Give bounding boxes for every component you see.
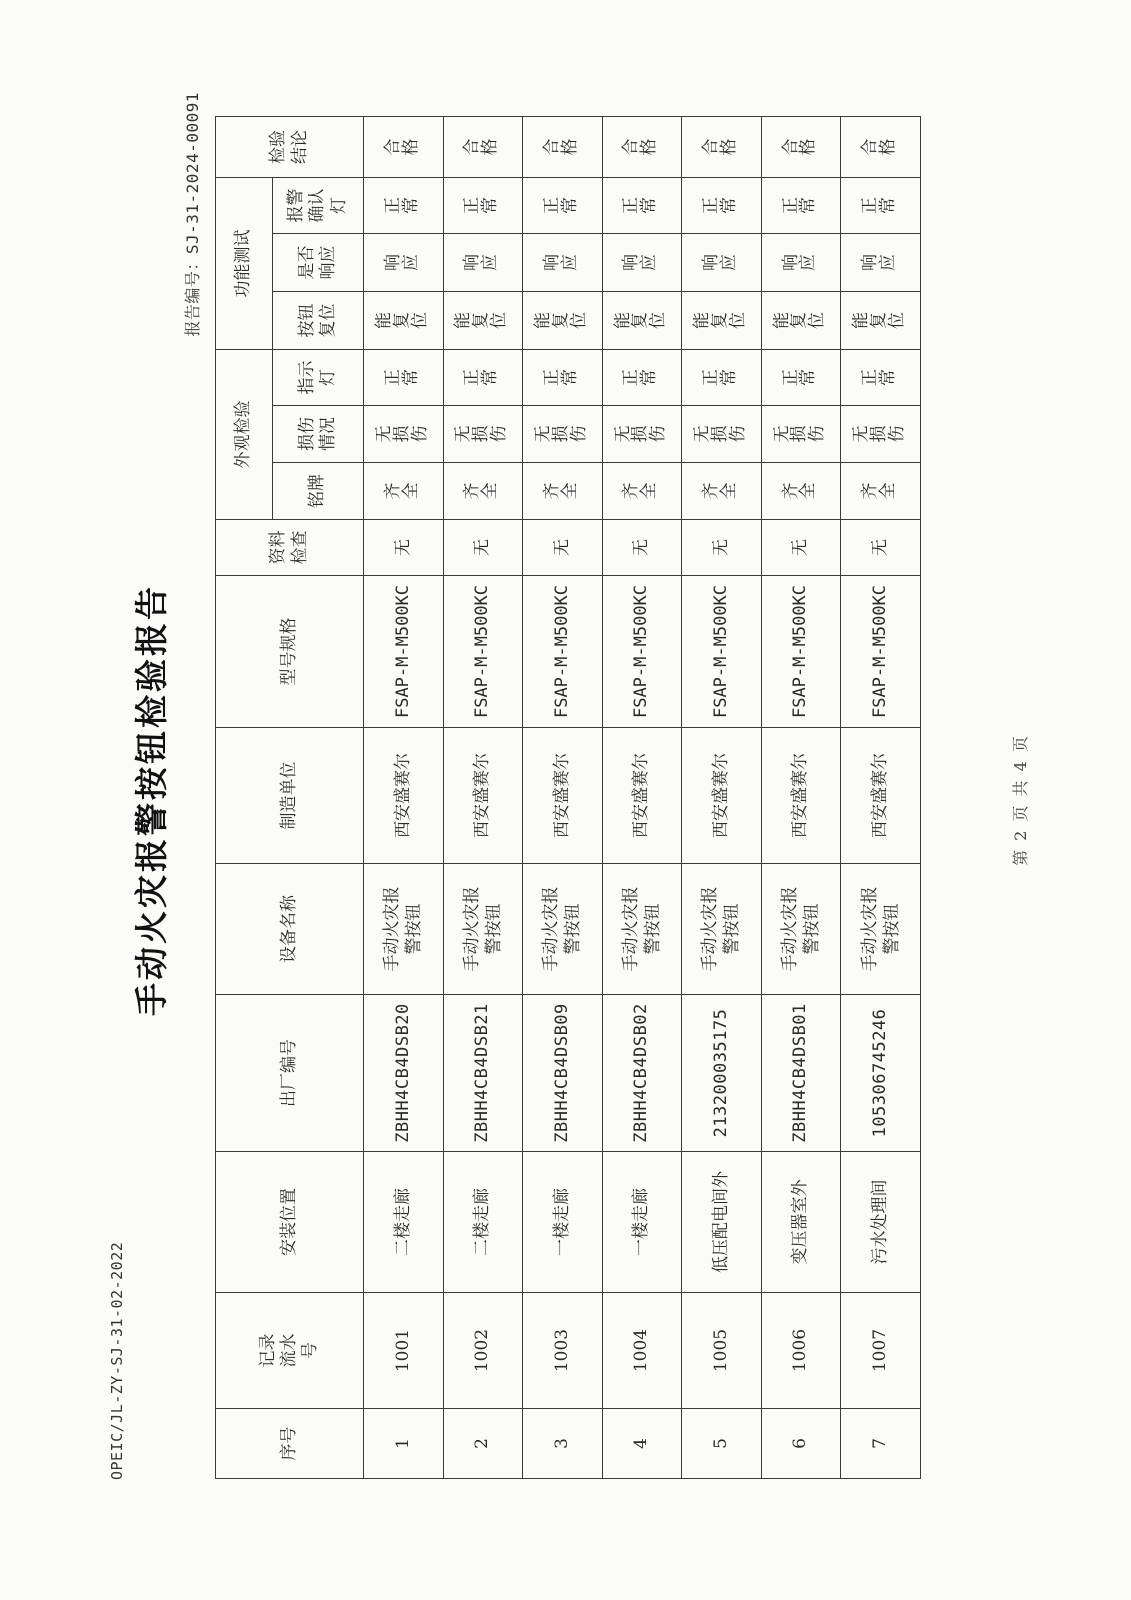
cell-manufacturer: 西安盛赛尔 (602, 728, 682, 864)
cell-doc-check: 无 (841, 520, 921, 576)
cell-alarm-light: 正常 (841, 177, 921, 233)
cell-doc-check: 无 (443, 520, 523, 576)
cell-factory-no: ZBHH4CB4DSB01 (761, 995, 841, 1152)
cell-model: FSAP-M-M500KC (523, 576, 603, 728)
cell-damage: 无损伤 (761, 406, 841, 463)
cell-response: 响应 (602, 233, 682, 291)
cell-damage: 无损伤 (841, 406, 921, 463)
header-factory-no: 出厂编号 (216, 995, 364, 1152)
cell-nameplate: 齐全 (761, 463, 841, 520)
table-row (523, 116, 603, 1478)
cell-device-name: 手动火灾报警按钮 (682, 864, 762, 995)
cell-factory-no: ZBHH4CB4DSB02 (602, 995, 682, 1152)
cell-record-no: 1006 (761, 1293, 841, 1409)
cell-conclusion: 合格 (602, 116, 682, 177)
cell-damage: 无损伤 (602, 406, 682, 463)
header-response: 是否响应 (273, 233, 364, 291)
header-location: 安装位置 (216, 1152, 364, 1293)
cell-response: 响应 (682, 233, 762, 291)
cell-button-reset: 能复位 (682, 291, 762, 349)
cell-model: FSAP-M-M500KC (443, 576, 523, 728)
page-title: 手动火灾报警按钮检验报告 (132, 584, 171, 1016)
cell-conclusion: 合格 (364, 116, 444, 177)
cell-doc-check: 无 (364, 520, 444, 576)
cell-model: FSAP-M-M500KC (364, 576, 444, 728)
header-record-no: 记录流水号 (216, 1293, 364, 1409)
cell-device-name: 手动火灾报警按钮 (523, 864, 603, 995)
cell-damage: 无损伤 (523, 406, 603, 463)
cell-indicator: 正常 (602, 349, 682, 405)
cell-index: 2 (443, 1409, 523, 1479)
table-row (364, 116, 444, 1478)
cell-nameplate: 齐全 (443, 463, 523, 520)
cell-response: 响应 (761, 233, 841, 291)
header-conclusion: 检验结论 (216, 116, 364, 177)
cell-indicator: 正常 (841, 349, 921, 405)
header-model: 型号规格 (216, 576, 364, 728)
cell-alarm-light: 正常 (523, 177, 603, 233)
cell-conclusion: 合格 (761, 116, 841, 177)
cell-nameplate: 齐全 (523, 463, 603, 520)
cell-damage: 无损伤 (364, 406, 444, 463)
cell-index: 5 (682, 1409, 762, 1479)
cell-conclusion: 合格 (523, 116, 603, 177)
cell-index: 4 (602, 1409, 682, 1479)
cell-factory-no: ZBHH4CB4DSB20 (364, 995, 444, 1152)
cell-button-reset: 能复位 (364, 291, 444, 349)
cell-alarm-light: 正常 (364, 177, 444, 233)
cell-location: 一楼走廊 (523, 1152, 603, 1293)
cell-conclusion: 合格 (443, 116, 523, 177)
cell-response: 响应 (523, 233, 603, 291)
table-row (602, 116, 682, 1478)
cell-location: 二楼走廊 (443, 1152, 523, 1293)
header-appearance-group: 外观检验 (216, 349, 273, 519)
header-row-1 (216, 116, 273, 1478)
cell-response: 响应 (364, 233, 444, 291)
cell-location: 变压器室外 (761, 1152, 841, 1293)
header-button-reset: 按钮复位 (273, 291, 364, 349)
cell-factory-no: ZBHH4CB4DSB09 (523, 995, 603, 1152)
header-doc-check: 资料检查 (216, 520, 364, 576)
cell-index: 6 (761, 1409, 841, 1479)
cell-alarm-light: 正常 (443, 177, 523, 233)
header-manufacturer: 制造单位 (216, 728, 364, 864)
cell-response: 响应 (841, 233, 921, 291)
table-row (682, 116, 762, 1478)
cell-record-no: 1004 (602, 1293, 682, 1409)
cell-button-reset: 能复位 (602, 291, 682, 349)
cell-damage: 无损伤 (443, 406, 523, 463)
cell-record-no: 1001 (364, 1293, 444, 1409)
cell-location: 二楼走廊 (364, 1152, 444, 1293)
cell-nameplate: 齐全 (364, 463, 444, 520)
cell-indicator: 正常 (523, 349, 603, 405)
header-device-name: 设备名称 (216, 864, 364, 995)
header-nameplate: 铭牌 (273, 463, 364, 520)
cell-manufacturer: 西安盛赛尔 (841, 728, 921, 864)
report-number (180, 92, 203, 337)
cell-model: FSAP-M-M500KC (602, 576, 682, 728)
cell-record-no: 1002 (443, 1293, 523, 1409)
cell-conclusion: 合格 (841, 116, 921, 177)
page-number: 第 2 页 共 4 页 (1011, 734, 1030, 866)
cell-model: FSAP-M-M500KC (841, 576, 921, 728)
cell-indicator: 正常 (364, 349, 444, 405)
cell-factory-no: ZBHH4CB4DSB21 (443, 995, 523, 1152)
header-damage: 损伤情况 (273, 406, 364, 463)
cell-nameplate: 齐全 (841, 463, 921, 520)
cell-location: 一楼走廊 (602, 1152, 682, 1293)
cell-device-name: 手动火灾报警按钮 (364, 864, 444, 995)
cell-device-name: 手动火灾报警按钮 (761, 864, 841, 995)
cell-location: 污水处理间 (841, 1152, 921, 1293)
header-alarm-light: 报警确认灯 (273, 177, 364, 233)
table-row (761, 116, 841, 1478)
cell-manufacturer: 西安盛赛尔 (523, 728, 603, 864)
cell-damage: 无损伤 (682, 406, 762, 463)
cell-record-no: 1005 (682, 1293, 762, 1409)
cell-factory-no: 105306745246 (841, 995, 921, 1152)
inspection-table (215, 116, 921, 1479)
header-indicator: 指示灯 (273, 349, 364, 405)
cell-index: 1 (364, 1409, 444, 1479)
report-number-label: 报告编号： (183, 254, 202, 337)
cell-button-reset: 能复位 (523, 291, 603, 349)
cell-manufacturer: 西安盛赛尔 (761, 728, 841, 864)
cell-indicator: 正常 (761, 349, 841, 405)
cell-doc-check: 无 (523, 520, 603, 576)
cell-indicator: 正常 (443, 349, 523, 405)
cell-button-reset: 能复位 (443, 291, 523, 349)
header-index: 序号 (216, 1409, 364, 1479)
cell-manufacturer: 西安盛赛尔 (364, 728, 444, 864)
cell-alarm-light: 正常 (682, 177, 762, 233)
cell-model: FSAP-M-M500KC (682, 576, 762, 728)
cell-manufacturer: 西安盛赛尔 (443, 728, 523, 864)
cell-manufacturer: 西安盛赛尔 (682, 728, 762, 864)
cell-button-reset: 能复位 (841, 291, 921, 349)
cell-doc-check: 无 (761, 520, 841, 576)
header-function-group: 功能测试 (216, 177, 273, 349)
cell-indicator: 正常 (682, 349, 762, 405)
cell-alarm-light: 正常 (761, 177, 841, 233)
cell-index: 7 (841, 1409, 921, 1479)
cell-nameplate: 齐全 (602, 463, 682, 520)
cell-nameplate: 齐全 (682, 463, 762, 520)
cell-response: 响应 (443, 233, 523, 291)
form-code: OPEIC/JL-ZY-SJ-31-02-2022 (108, 1241, 126, 1480)
table-row (443, 116, 523, 1478)
cell-alarm-light: 正常 (602, 177, 682, 233)
cell-model: FSAP-M-M500KC (761, 576, 841, 728)
cell-device-name: 手动火灾报警按钮 (602, 864, 682, 995)
cell-device-name: 手动火灾报警按钮 (841, 864, 921, 995)
cell-doc-check: 无 (602, 520, 682, 576)
report-number-value: SJ-31-2024-00091 (183, 92, 202, 255)
cell-doc-check: 无 (682, 520, 762, 576)
table-row (841, 116, 921, 1478)
cell-record-no: 1007 (841, 1293, 921, 1409)
cell-record-no: 1003 (523, 1293, 603, 1409)
cell-factory-no: 213200035175 (682, 995, 762, 1152)
cell-button-reset: 能复位 (761, 291, 841, 349)
cell-device-name: 手动火灾报警按钮 (443, 864, 523, 995)
cell-index: 3 (523, 1409, 603, 1479)
cell-location: 低压配电间外 (682, 1152, 762, 1293)
cell-conclusion: 合格 (682, 116, 762, 177)
